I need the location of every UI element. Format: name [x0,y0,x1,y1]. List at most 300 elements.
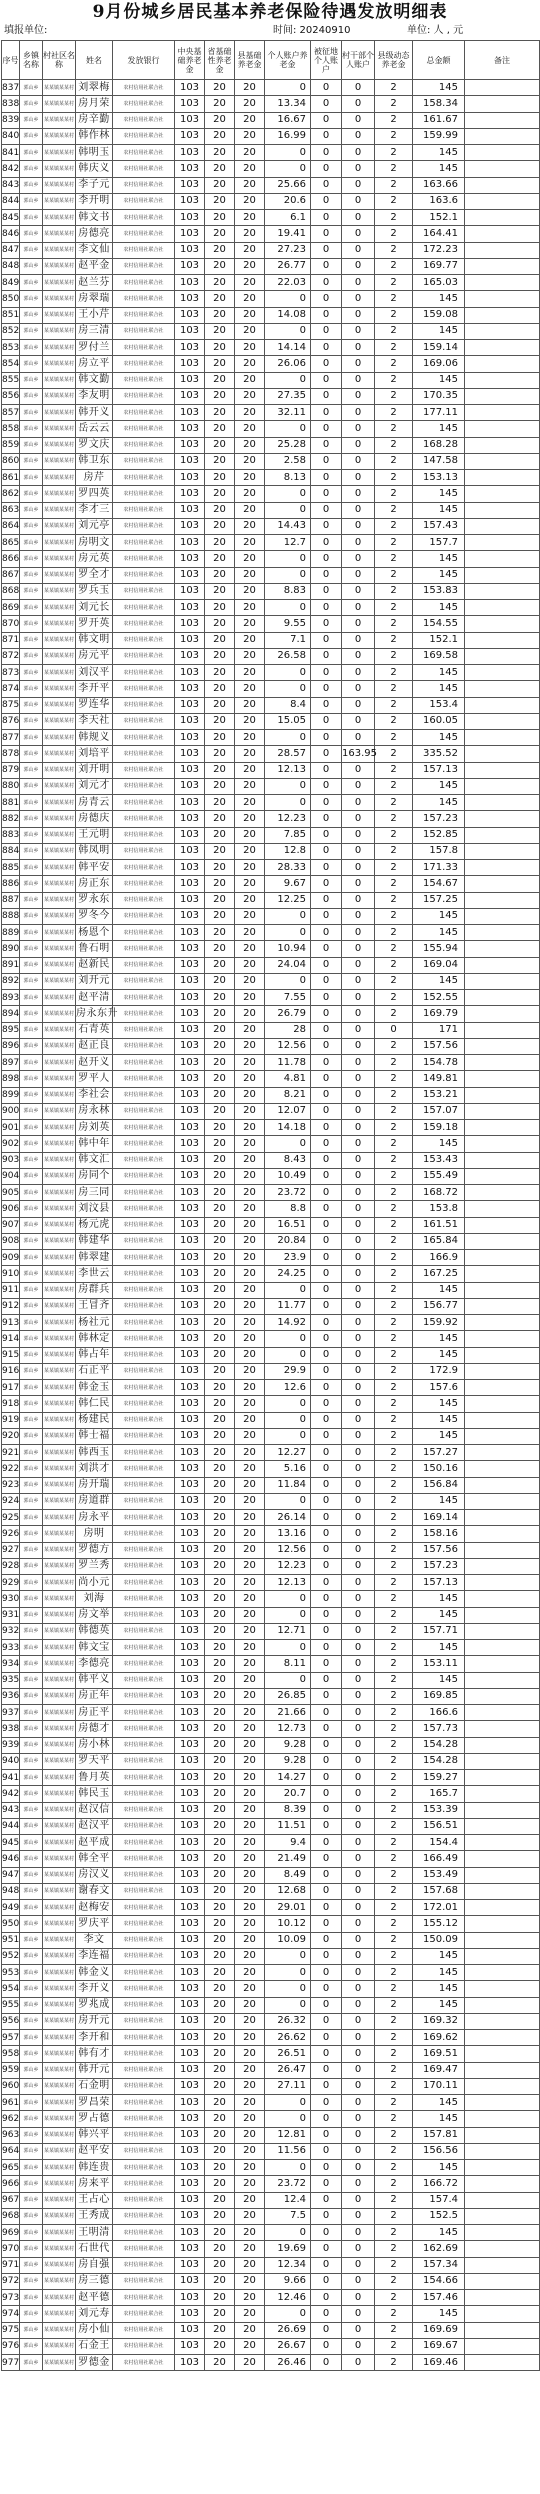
row-seq: 912 [2,1298,20,1314]
row-central: 103 [175,1103,205,1119]
row-county: 20 [235,1607,265,1623]
row-total: 152.5 [413,2208,465,2224]
row-note [465,1965,540,1981]
row-provincial: 20 [205,648,235,664]
row-county: 20 [235,1900,265,1916]
row-name: 房永林 [76,1103,113,1119]
row-central: 103 [175,242,205,258]
row-township: 郭山乡 [20,616,43,632]
row-total: 169.85 [413,1688,465,1704]
row-village: 某某镇某某村 [43,486,76,502]
row-personal: 13.34 [265,96,311,112]
row-township: 郭山乡 [20,405,43,421]
row-dynamic: 2 [375,1347,413,1363]
row-seq: 843 [2,177,20,193]
row-seq: 908 [2,1233,20,1249]
row-county: 20 [235,2192,265,2208]
row-village: 某某镇某某村 [43,681,76,697]
row-seq: 847 [2,242,20,258]
row-note [465,616,540,632]
row-total: 145 [413,372,465,388]
row-land: 0 [311,2127,342,2143]
row-central: 103 [175,1818,205,1834]
row-central: 103 [175,583,205,599]
row-total: 159.14 [413,340,465,356]
row-dynamic: 2 [375,1867,413,1883]
row-central: 103 [175,1055,205,1071]
row-central: 103 [175,437,205,453]
row-bank: 农村信用社联合社 [113,518,175,534]
row-total: 166.6 [413,1705,465,1721]
row-dynamic: 2 [375,2322,413,2338]
row-central: 103 [175,2338,205,2354]
row-personal: 0 [265,1640,311,1656]
row-seq: 853 [2,340,20,356]
row-land: 0 [311,1087,342,1103]
row-name: 房同个 [76,1168,113,1184]
row-provincial: 20 [205,486,235,502]
row-provincial: 20 [205,1965,235,1981]
row-seq: 929 [2,1575,20,1591]
row-seq: 887 [2,892,20,908]
row-dynamic: 2 [375,80,413,96]
row-total: 145 [413,2111,465,2127]
row-county: 20 [235,1493,265,1509]
row-dynamic: 2 [375,421,413,437]
row-county: 20 [235,535,265,551]
row-dynamic: 2 [375,2338,413,2354]
row-total: 159.18 [413,1120,465,1136]
row-dynamic: 2 [375,697,413,713]
row-total: 145 [413,665,465,681]
row-personal: 27.11 [265,2078,311,2094]
row-central: 103 [175,600,205,616]
row-total: 165.7 [413,1786,465,1802]
row-dynamic: 2 [375,1428,413,1444]
row-provincial: 20 [205,2127,235,2143]
row-personal: 11.51 [265,1818,311,1834]
row-provincial: 20 [205,1022,235,1038]
row-personal: 14.27 [265,1770,311,1786]
row-total: 157.4 [413,2192,465,2208]
row-personal: 0 [265,1591,311,1607]
row-central: 103 [175,1201,205,1217]
row-note [465,2127,540,2143]
row-seq: 932 [2,1623,20,1639]
row-central: 103 [175,2030,205,2046]
row-village: 某某镇某某村 [43,1981,76,1997]
row-name: 刘培平 [76,746,113,762]
row-township: 郭山乡 [20,1347,43,1363]
row-township: 郭山乡 [20,1981,43,1997]
row-central: 103 [175,632,205,648]
row-bank: 农村信用社联合社 [113,470,175,486]
row-dynamic: 2 [375,827,413,843]
row-cadre: 0 [342,1851,375,1867]
row-bank: 农村信用社联合社 [113,1331,175,1347]
row-village: 某某镇某某村 [43,892,76,908]
row-bank: 农村信用社联合社 [113,1250,175,1266]
row-county: 20 [235,925,265,941]
row-bank: 农村信用社联合社 [113,1607,175,1623]
row-provincial: 20 [205,2290,235,2306]
row-county: 20 [235,1055,265,1071]
row-county: 20 [235,795,265,811]
row-county: 20 [235,2306,265,2322]
row-land: 0 [311,1120,342,1136]
row-provincial: 20 [205,1640,235,1656]
row-name: 韩连贵 [76,2160,113,2176]
row-dynamic: 2 [375,925,413,941]
row-name: 赵平德 [76,2290,113,2306]
column-header: 村社区名称 [43,41,76,80]
row-village: 某某镇某某村 [43,226,76,242]
row-name: 韩德英 [76,1623,113,1639]
row-village: 某某镇某某村 [43,1607,76,1623]
row-dynamic: 2 [375,275,413,291]
row-personal: 20.7 [265,1786,311,1802]
row-township: 郭山乡 [20,535,43,551]
row-provincial: 20 [205,1688,235,1704]
row-land: 0 [311,648,342,664]
row-total: 145 [413,1347,465,1363]
row-seq: 916 [2,1363,20,1379]
row-village: 某某镇某某村 [43,1006,76,1022]
row-township: 郭山乡 [20,128,43,144]
row-village: 某某镇某某村 [43,1526,76,1542]
row-total: 145 [413,730,465,746]
row-note [465,583,540,599]
row-note [465,1022,540,1038]
row-seq: 845 [2,210,20,226]
row-total: 169.58 [413,648,465,664]
report-meta [0,24,540,38]
row-township: 郭山乡 [20,1363,43,1379]
row-personal: 0 [265,1428,311,1444]
row-cadre: 0 [342,1493,375,1509]
row-village: 某某镇某某村 [43,827,76,843]
row-provincial: 20 [205,1575,235,1591]
row-county: 20 [235,145,265,161]
row-seq: 967 [2,2192,20,2208]
row-cadre: 0 [342,1883,375,1899]
row-dynamic: 2 [375,112,413,128]
row-note [465,518,540,534]
row-cadre: 0 [342,128,375,144]
row-note [465,941,540,957]
row-name: 罗付兰 [76,340,113,356]
row-name: 房永平 [76,1510,113,1526]
row-central: 103 [175,730,205,746]
row-provincial: 20 [205,470,235,486]
table-row [2,1055,540,1071]
row-village: 某某镇某某村 [43,665,76,681]
row-land: 0 [311,713,342,729]
row-personal: 0 [265,323,311,339]
row-land: 0 [311,2176,342,2192]
row-land: 0 [311,405,342,421]
row-seq: 858 [2,421,20,437]
row-personal: 8.43 [265,1152,311,1168]
row-central: 103 [175,226,205,242]
row-provincial: 20 [205,1656,235,1672]
row-provincial: 20 [205,2338,235,2354]
row-village: 某某镇某某村 [43,1055,76,1071]
row-township: 郭山乡 [20,258,43,274]
row-township: 郭山乡 [20,1461,43,1477]
row-total: 145 [413,908,465,924]
row-land: 0 [311,1558,342,1574]
row-village: 某某镇某某村 [43,1997,76,2013]
row-land: 0 [311,1461,342,1477]
row-seq: 921 [2,1445,20,1461]
row-bank: 农村信用社联合社 [113,193,175,209]
row-bank: 农村信用社联合社 [113,2290,175,2306]
row-village: 某某镇某某村 [43,697,76,713]
row-note [465,437,540,453]
row-land: 0 [311,145,342,161]
row-cadre: 0 [342,1168,375,1184]
row-dynamic: 2 [375,1770,413,1786]
row-central: 103 [175,1640,205,1656]
row-township: 郭山乡 [20,323,43,339]
row-cadre: 0 [342,1526,375,1542]
row-township: 郭山乡 [20,161,43,177]
row-bank: 农村信用社联合社 [113,145,175,161]
row-note [465,1672,540,1688]
row-village: 某某镇某某村 [43,1233,76,1249]
row-central: 103 [175,161,205,177]
row-provincial: 20 [205,1428,235,1444]
row-provincial: 20 [205,1770,235,1786]
row-seq: 869 [2,600,20,616]
row-land: 0 [311,128,342,144]
row-provincial: 20 [205,925,235,941]
row-name: 刘汶县 [76,1201,113,1217]
row-central: 103 [175,2078,205,2094]
row-personal: 9.55 [265,616,311,632]
row-bank: 农村信用社联合社 [113,1493,175,1509]
table-row [2,405,540,421]
row-county: 20 [235,990,265,1006]
row-provincial: 20 [205,860,235,876]
row-seq: 952 [2,1948,20,1964]
row-county: 20 [235,551,265,567]
row-village: 某某镇某某村 [43,1623,76,1639]
table-row [2,1526,540,1542]
row-bank: 农村信用社联合社 [113,2322,175,2338]
row-provincial: 20 [205,1217,235,1233]
row-total: 154.55 [413,616,465,632]
row-land: 0 [311,1997,342,2013]
row-village: 某某镇某某村 [43,1331,76,1347]
row-provincial: 20 [205,957,235,973]
row-name: 刘元长 [76,600,113,616]
row-land: 0 [311,1493,342,1509]
row-bank: 农村信用社联合社 [113,681,175,697]
row-central: 103 [175,2208,205,2224]
row-bank: 农村信用社联合社 [113,1656,175,1672]
row-provincial: 20 [205,453,235,469]
row-cadre: 0 [342,1981,375,1997]
row-name: 罗德金 [76,2355,113,2371]
row-note [465,1250,540,1266]
row-provincial: 20 [205,973,235,989]
row-total: 145 [413,1640,465,1656]
row-note [465,2046,540,2062]
row-cadre: 0 [342,1071,375,1087]
row-bank: 农村信用社联合社 [113,1201,175,1217]
row-county: 20 [235,453,265,469]
row-name: 韩翠建 [76,1250,113,1266]
row-provincial: 20 [205,291,235,307]
row-provincial: 20 [205,1737,235,1753]
row-land: 0 [311,1542,342,1558]
row-bank: 农村信用社联合社 [113,957,175,973]
row-total: 158.16 [413,1526,465,1542]
row-seq: 864 [2,518,20,534]
row-seq: 965 [2,2160,20,2176]
row-county: 20 [235,161,265,177]
row-central: 103 [175,1705,205,1721]
row-cadre: 0 [342,1315,375,1331]
row-provincial: 20 [205,2208,235,2224]
page-title: 9月份城乡居民基本养老保险待遇发放明细表 [92,2,448,22]
row-seq: 964 [2,2143,20,2159]
row-township: 郭山乡 [20,1217,43,1233]
row-note [465,1737,540,1753]
row-provincial: 20 [205,1526,235,1542]
row-name: 王小芹 [76,307,113,323]
row-village: 某某镇某某村 [43,307,76,323]
row-cadre: 0 [342,1445,375,1461]
row-township: 郭山乡 [20,567,43,583]
row-land: 0 [311,1055,342,1071]
row-land: 0 [311,1136,342,1152]
row-county: 20 [235,1672,265,1688]
row-cadre: 0 [342,96,375,112]
row-name: 王元明 [76,827,113,843]
row-land: 0 [311,1591,342,1607]
row-provincial: 20 [205,1380,235,1396]
row-township: 郭山乡 [20,2192,43,2208]
row-village: 某某镇某某村 [43,1948,76,1964]
row-bank: 农村信用社联合社 [113,340,175,356]
row-name: 罗连华 [76,697,113,713]
row-dynamic: 2 [375,2257,413,2273]
row-personal: 0 [265,1981,311,1997]
row-cadre: 0 [342,1948,375,1964]
row-name: 李社会 [76,1087,113,1103]
column-header: 县级动态养老金 [375,41,413,80]
row-county: 20 [235,1835,265,1851]
row-township: 郭山乡 [20,340,43,356]
row-central: 103 [175,1900,205,1916]
row-village: 某某镇某某村 [43,2290,76,2306]
row-dynamic: 2 [375,1623,413,1639]
row-cadre: 0 [342,1266,375,1282]
row-total: 152.1 [413,632,465,648]
row-central: 103 [175,356,205,372]
row-name: 韩兴平 [76,2127,113,2143]
row-village: 某某镇某某村 [43,2322,76,2338]
row-dynamic: 2 [375,892,413,908]
row-central: 103 [175,990,205,1006]
row-note [465,470,540,486]
row-provincial: 20 [205,811,235,827]
row-central: 103 [175,2306,205,2322]
row-central: 103 [175,1493,205,1509]
row-county: 20 [235,2143,265,2159]
row-village: 某某镇某某村 [43,258,76,274]
table-row [2,291,540,307]
row-personal: 14.92 [265,1315,311,1331]
row-dynamic: 2 [375,1396,413,1412]
column-header: 序号 [2,41,20,80]
row-bank: 农村信用社联合社 [113,1396,175,1412]
row-central: 103 [175,1656,205,1672]
row-seq: 873 [2,665,20,681]
table-row [2,2355,540,2371]
row-total: 145 [413,551,465,567]
row-provincial: 20 [205,1185,235,1201]
row-provincial: 20 [205,2095,235,2111]
row-dynamic: 2 [375,908,413,924]
row-village: 某某镇某某村 [43,1883,76,1899]
row-township: 郭山乡 [20,697,43,713]
row-land: 0 [311,372,342,388]
row-seq: 839 [2,112,20,128]
row-township: 郭山乡 [20,1900,43,1916]
row-total: 164.41 [413,226,465,242]
row-personal: 12.23 [265,811,311,827]
row-bank: 农村信用社联合社 [113,827,175,843]
row-provincial: 20 [205,242,235,258]
row-name: 房小仙 [76,2322,113,2338]
row-land: 0 [311,616,342,632]
row-total: 145 [413,778,465,794]
table-row [2,388,540,404]
row-township: 郭山乡 [20,177,43,193]
row-township: 郭山乡 [20,632,43,648]
row-note [465,2095,540,2111]
row-name: 罗庆平 [76,1916,113,1932]
row-village: 某某镇某某村 [43,1396,76,1412]
row-seq: 881 [2,795,20,811]
row-total: 153.43 [413,1152,465,1168]
row-cadre: 0 [342,957,375,973]
row-name: 赵平成 [76,1835,113,1851]
row-land: 0 [311,307,342,323]
row-township: 郭山乡 [20,1022,43,1038]
row-cadre: 0 [342,1721,375,1737]
row-seq: 914 [2,1331,20,1347]
row-village: 某某镇某某村 [43,1688,76,1704]
row-seq: 842 [2,161,20,177]
row-village: 某某镇某某村 [43,843,76,859]
row-provincial: 20 [205,1298,235,1314]
row-township: 郭山乡 [20,1753,43,1769]
table-row [2,843,540,859]
row-note [465,1136,540,1152]
row-dynamic: 2 [375,1721,413,1737]
row-township: 郭山乡 [20,372,43,388]
row-note [465,2160,540,2176]
row-central: 103 [175,795,205,811]
row-total: 145 [413,502,465,518]
row-provincial: 20 [205,1168,235,1184]
row-total: 168.28 [413,437,465,453]
